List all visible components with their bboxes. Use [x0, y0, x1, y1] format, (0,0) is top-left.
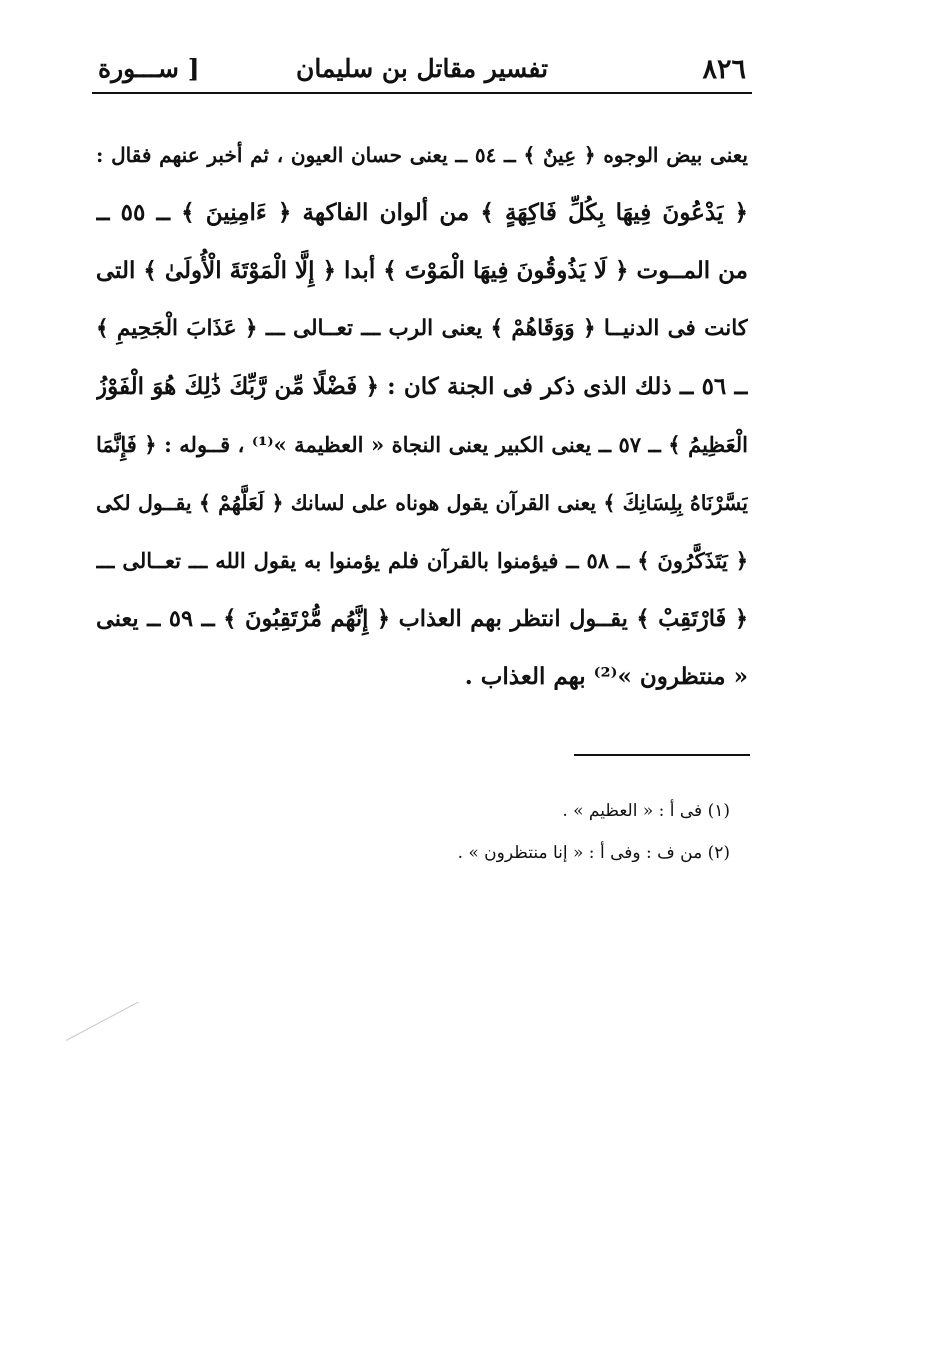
text-line: ــ ٥٦ ــ ذلك الذى ذكر فى الجنة كان : ﴿ فَضْلًا مِّن رَّبِّكَ ذَٰلِكَ هُوَ الْفَوْزُ: [96, 373, 748, 400]
scan-artifact: [66, 1002, 139, 1041]
text-line: كانت فى الدنيــا ﴿ وَوَقَاهُمْ ﴾ يعنى الرب ـــ تعــالى ـــ ﴿ عَذَابَ الْجَحِيمِ ﴾: [96, 316, 748, 341]
book-title: تفسير مقاتل بن سليمان: [295, 54, 549, 83]
text-line: يعنى بيض الوجوه ﴿ عِينٌ ﴾ ــ ٥٤ ــ يعنى حسان العيون ، ثم أخبر عنهم فقال :: [96, 143, 748, 167]
text-line: من المــوت ﴿ لَا يَذُوقُونَ فِيهَا الْمَوْتَ ﴾ أبدا ﴿ إِلَّا الْمَوْتَةَ الْأُولَىٰ ﴾ التى: [96, 257, 748, 284]
footnote-2: (٢) من ف : وفى أ : « إنا منتظرون » .: [457, 843, 730, 863]
footnote-1: (١) فى أ : « العظيم » .: [562, 801, 730, 821]
text-line: ﴿ يَتَذَكَّرُونَ ﴾ ــ ٥٨ ــ فيؤمنوا بالقرآن فلم يؤمنوا به يقول الله ـــ تعــالى ـــ: [96, 548, 748, 573]
footnotes: [400, 790, 730, 874]
text-line: « منتظرون »⁽²⁾ بهم العذاب .: [464, 663, 748, 690]
page-number: ٨٢٦: [702, 54, 746, 85]
text-line: ﴿ فَارْتَقِبْ ﴾ يقــول انتظر بهم العذاب ﴿ إِنَّهُم مُّرْتَقِبُونَ ﴾ ــ ٥٩ ــ يعنى: [96, 606, 748, 632]
text-line: الْعَظِيمُ ﴾ ــ ٥٧ ــ يعنى الكبير يعنى النجاة « العظيمة »⁽¹⁾ ، قــوله : ﴿ فَإِنَّمَا: [96, 432, 748, 457]
text-line: ﴿ يَدْعُونَ فِيهَا بِكُلِّ فَاكِهَةٍ ﴾ من ألوان الفاكهة ﴿ ءَامِنِينَ ﴾ ــ ٥٥ ــ: [96, 199, 748, 226]
header-rule: [92, 92, 752, 94]
surah-label: [ ســـورة: [98, 54, 200, 83]
body-text: [96, 126, 748, 706]
text-line: يَسَّرْنَاهُ بِلِسَانِكَ ﴾ يعنى القرآن يقول هوناه على لسانك ﴿ لَعَلَّهُمْ ﴾ يقــول لكى: [96, 491, 748, 515]
footnote-divider: [574, 754, 750, 756]
page-header: [92, 50, 752, 94]
